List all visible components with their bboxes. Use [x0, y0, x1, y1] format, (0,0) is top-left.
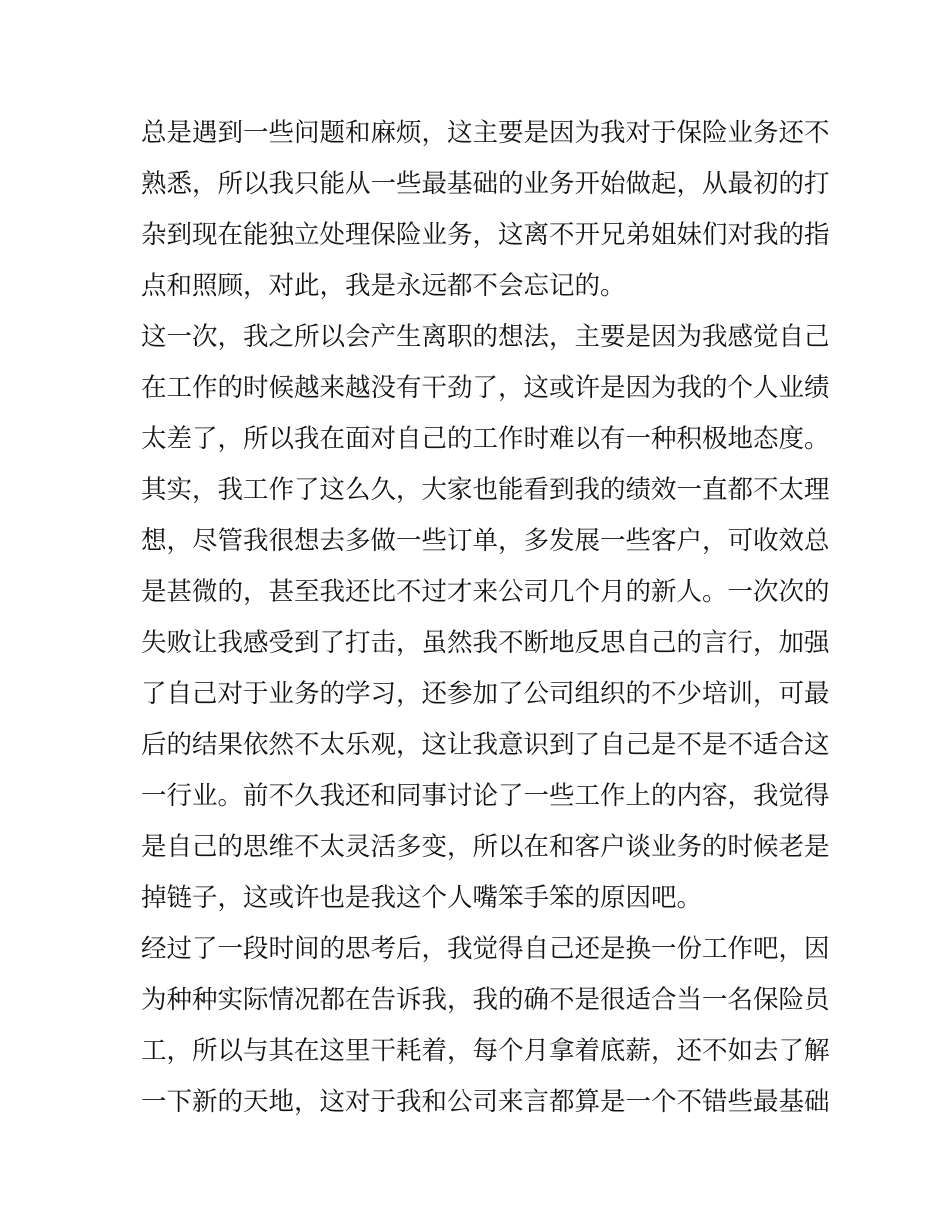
text-line: 掉链子，这或许也是我这个人嘴笨手笨的原因吧。 [141, 883, 703, 913]
document-body [141, 108, 830, 1128]
text-line: 在工作的时候越来越没有干劲了，这或许是因为我的个人业绩 [141, 373, 830, 403]
text-line: 一下新的天地，这对于我和公司来言都算是一个不错些最基础 [141, 1087, 830, 1117]
text-line: 点和照顾，对此，我是永远都不会忘记的。 [141, 271, 626, 301]
text-line: 了自己对于业务的学习，还参加了公司组织的不少培训，可最 [141, 679, 830, 709]
text-line: 一行业。前不久我还和同事讨论了一些工作上的内容，我觉得 [141, 781, 830, 811]
text-line: 经过了一段时间的思考后，我觉得自己还是换一份工作吧，因 [141, 934, 830, 964]
text-line: 后的结果依然不太乐观，这让我意识到了自己是不是不适合这 [141, 730, 830, 760]
text-line: 是甚微的，甚至我还比不过才来公司几个月的新人。一次次的 [141, 577, 830, 607]
text-line: 这一次，我之所以会产生离职的想法，主要是因为我感觉自己 [141, 322, 830, 352]
text-line: 想，尽管我很想去多做一些订单，多发展一些客户，可收效总 [141, 526, 830, 556]
text-line: 杂到现在能独立处理保险业务，这离不开兄弟姐妹们对我的指 [141, 220, 830, 250]
text-line: 其实，我工作了这么久，大家也能看到我的绩效一直都不太理 [141, 475, 830, 505]
text-line: 失败让我感受到了打击，虽然我不断地反思自己的言行，加强 [141, 628, 830, 658]
text-line: 熟悉，所以我只能从一些最基础的业务开始做起，从最初的打 [141, 169, 830, 199]
text-line: 工，所以与其在这里干耗着，每个月拿着底薪，还不如去了解 [141, 1036, 830, 1066]
text-line: 为种种实际情况都在告诉我，我的确不是很适合当一名保险员 [141, 985, 830, 1015]
text-line: 总是遇到一些问题和麻烦，这主要是因为我对于保险业务还不 [141, 118, 830, 148]
text-line: 是自己的思维不太灵活多变，所以在和客户谈业务的时候老是 [141, 832, 830, 862]
text-line: 太差了，所以我在面对自己的工作时难以有一种积极地态度。 [141, 424, 830, 454]
